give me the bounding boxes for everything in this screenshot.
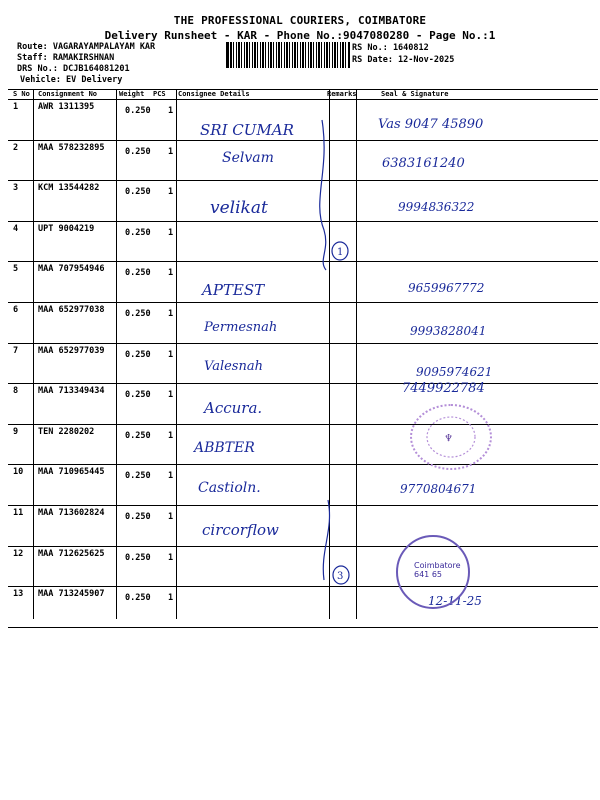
svg-text:1: 1 (337, 247, 344, 258)
route-label: Route: VAGARAYAMPALAYAM KAR (17, 42, 156, 52)
row-consignment-no: KCM 13544282 (38, 183, 100, 194)
row-weight: 0.250 (125, 430, 151, 441)
coimbatore-stamp: Coimbatore 641 65 (396, 535, 470, 609)
row-pcs: 1 (168, 106, 174, 116)
row-sno: 3 (13, 183, 19, 194)
row-signature: 7449922784 (402, 381, 485, 397)
row-sno: 1 (13, 102, 19, 112)
barcode (226, 42, 350, 68)
rs-number: RS No.: 1640812 (352, 43, 429, 53)
row-consignment-no: MAA 713245907 (38, 589, 105, 600)
row-pcs: 1 (168, 471, 174, 482)
col-header-remarks: Remarks (327, 90, 357, 98)
row-consignee-handwriting: Valesnah (204, 358, 263, 374)
row-weight: 0.250 (125, 512, 151, 522)
col-header-sno: S No (13, 90, 30, 98)
row-pcs: 1 (168, 146, 174, 157)
table-header-rule (8, 99, 598, 100)
col-header-weight: Weight (119, 90, 145, 98)
row-pcs: 1 (168, 349, 174, 360)
row-sno: 11 (13, 508, 24, 518)
row-signature: 9770804671 (400, 482, 477, 497)
row-sno: 9 (13, 426, 19, 437)
row-consignment-no: MAA 713349434 (38, 386, 105, 397)
row-consignment-no: AWR 1311395 (38, 102, 95, 112)
col-header-seal: Seal & Signature (381, 90, 449, 98)
row-sno: 5 (13, 264, 19, 275)
svg-text:3: 3 (337, 571, 344, 582)
row-signature: 9095974621 (416, 364, 493, 379)
row-pcs: 1 (168, 309, 174, 319)
row-consignment-no: TEN 2280202 (38, 426, 95, 437)
row-signature: 9993828041 (410, 324, 487, 338)
row-weight: 0.250 (125, 187, 151, 198)
row-consignee-handwriting: Selvam (222, 149, 274, 166)
consignee-bracket (300, 110, 340, 590)
col-divider (33, 89, 34, 619)
row-pcs: 1 (168, 227, 174, 238)
row-consignee-handwriting: Permesnah (204, 320, 278, 335)
row-consignment-no: MAA 578232895 (38, 142, 105, 153)
row-pcs: 1 (168, 187, 174, 198)
row-sno: 6 (13, 305, 19, 315)
row-consignee-handwriting: Accura. (204, 399, 263, 418)
row-pcs: 1 (168, 268, 174, 279)
row-weight: 0.250 (125, 390, 151, 401)
row-weight: 0.250 (125, 552, 151, 563)
row-consignment-no: UPT 9004219 (38, 223, 95, 234)
row-pcs: 1 (168, 552, 174, 563)
row-sno: 2 (13, 142, 19, 153)
row-consignee-handwriting: SRI CUMAR (200, 121, 294, 139)
row-weight: 0.250 (125, 268, 151, 279)
row-consignment-no: MAA 713602824 (38, 508, 105, 518)
row-sno: 12 (13, 548, 24, 559)
row-consignee-handwriting: circorflow (202, 521, 279, 539)
row-consignment-no: MAA 710965445 (38, 467, 105, 478)
row-consignee-handwriting: Castioln. (198, 480, 261, 497)
vehicle-label: Vehicle: EV Delivery (20, 75, 123, 85)
staff-label: Staff: RAMAKIRSHNAN (17, 53, 115, 63)
row-weight: 0.250 (125, 593, 151, 604)
row-signature: 12-11-25 (428, 594, 482, 609)
row-pcs: 1 (168, 593, 174, 604)
drs-number: DRS No.: DCJB164081201 (17, 64, 130, 74)
row-signature: 9994836322 (398, 200, 475, 215)
row-consignment-no: MAA 652977038 (38, 305, 105, 315)
row-consignment-no: MAA 712625625 (38, 548, 105, 559)
col-divider (176, 89, 177, 619)
row-consignee-handwriting: ABBTER (194, 439, 255, 456)
row-signature: 9659967772 (408, 281, 485, 296)
row-signature: 6383161240 (382, 155, 465, 171)
row-sno: 13 (13, 589, 24, 600)
row-pcs: 1 (168, 390, 174, 401)
runsheet-subtitle: Delivery Runsheet - KAR - Phone No.:9047080280 - Page No.:1 (104, 29, 496, 42)
row-weight: 0.250 (125, 106, 151, 116)
row-separator (8, 627, 598, 628)
row-weight: 0.250 (125, 471, 151, 482)
company-title: THE PROFESSIONAL COURIERS, COIMBATORE (173, 14, 427, 27)
row-weight: 0.250 (125, 146, 151, 157)
col-header-pcs: PCS (153, 90, 166, 98)
row-consignee-handwriting: velikat (210, 198, 268, 219)
rs-date: RS Date: 12-Nov-2025 (352, 55, 455, 65)
col-header-consignment: Consignment No (38, 90, 98, 98)
row-pcs: 1 (168, 512, 174, 522)
row-signature: Vas 9047 45890 (378, 117, 484, 132)
row-weight: 0.250 (125, 309, 151, 319)
col-header-consignee: Consignee Details (178, 90, 250, 98)
svg-text:♆: ♆ (445, 431, 453, 445)
row-consignment-no: MAA 652977039 (38, 345, 105, 356)
row-sno: 8 (13, 386, 19, 397)
row-sno: 7 (13, 345, 19, 356)
row-weight: 0.250 (125, 227, 151, 238)
col-divider (356, 89, 357, 619)
row-sno: 10 (13, 467, 24, 478)
seal-stamp (410, 404, 492, 470)
row-pcs: 1 (168, 430, 174, 441)
col-divider (116, 89, 117, 619)
row-consignee-handwriting: APTEST (202, 281, 265, 300)
row-consignment-no: MAA 707954946 (38, 264, 105, 275)
row-sno: 4 (13, 223, 19, 234)
row-weight: 0.250 (125, 349, 151, 360)
